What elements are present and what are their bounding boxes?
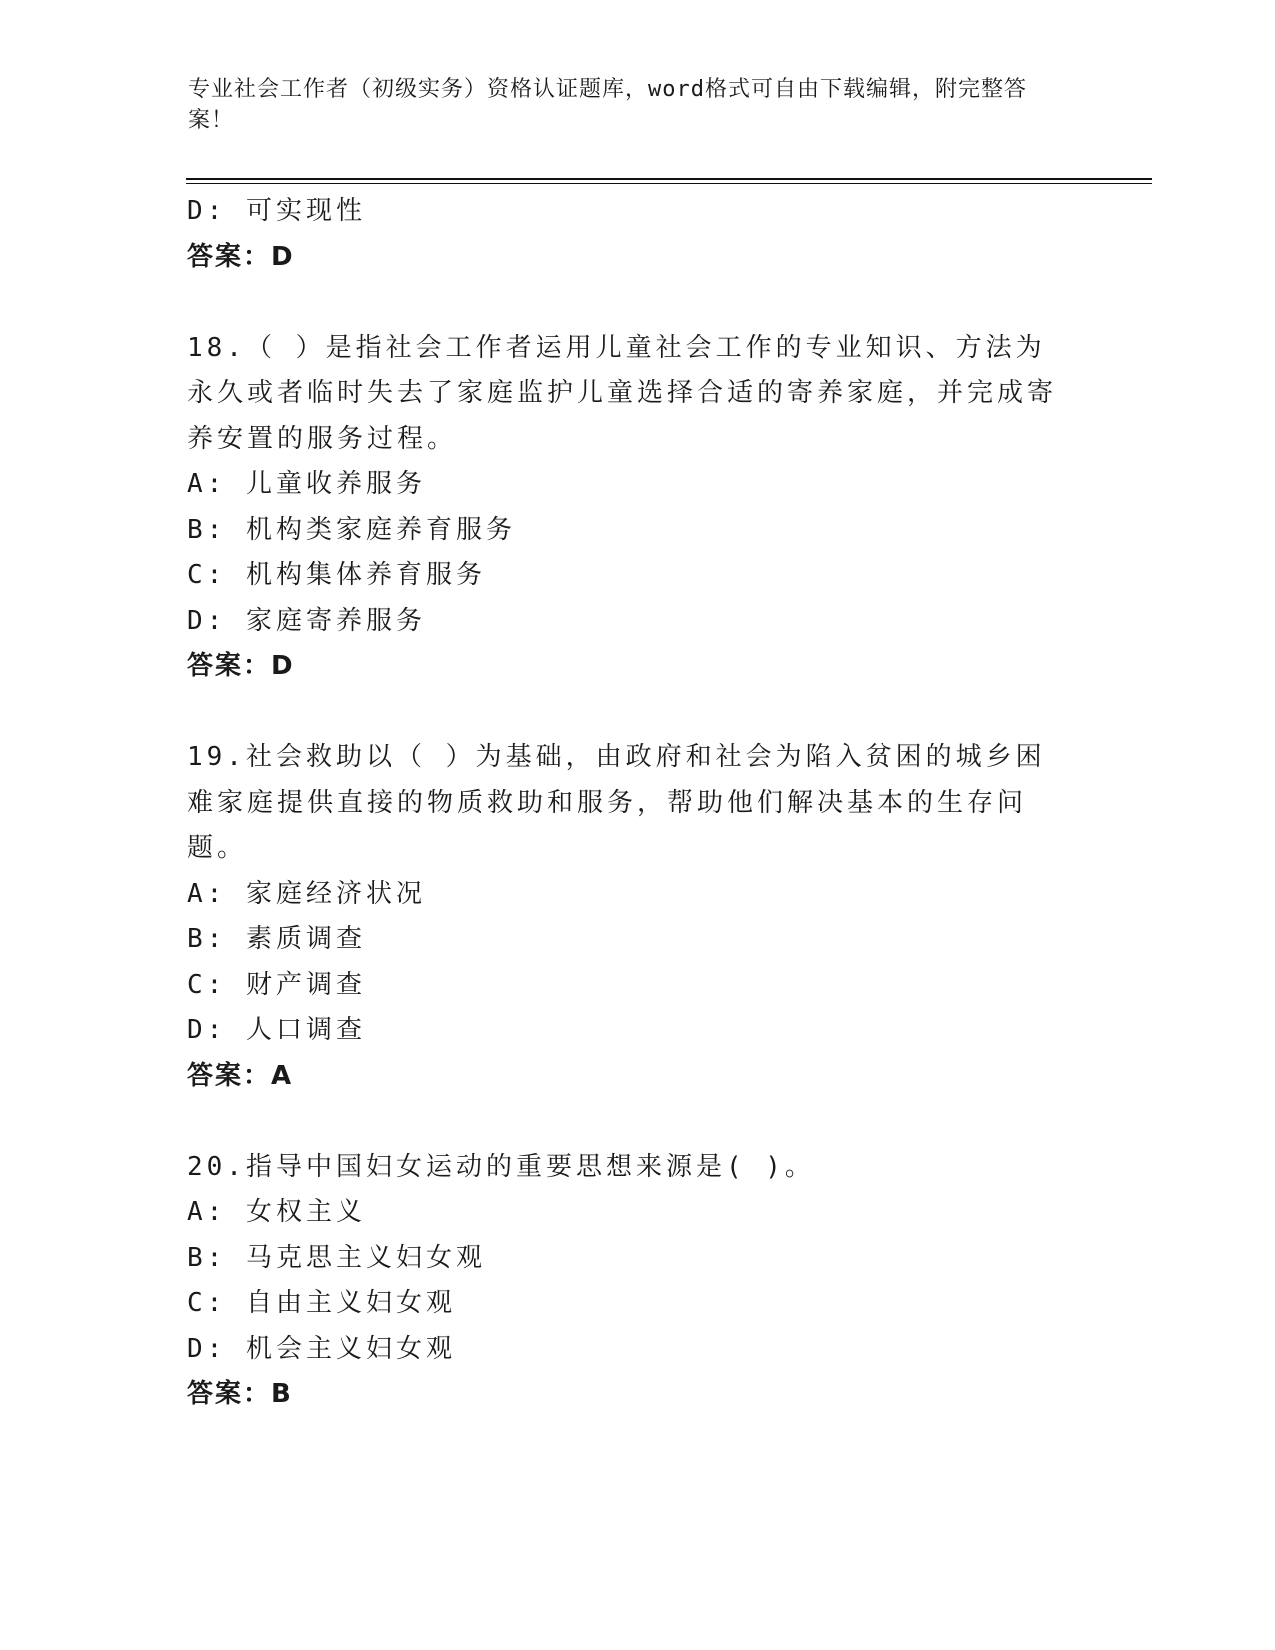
- option-a: A: 女权主义: [187, 1197, 366, 1227]
- option-c: C: 自由主义妇女观: [187, 1288, 456, 1318]
- option-d: D: 家庭寄养服务: [187, 605, 426, 636]
- option-a: A: 儿童收养服务: [187, 469, 426, 499]
- carryover-answer: 答案：D: [187, 241, 295, 272]
- carryover-option: D: 可实现性: [187, 196, 366, 226]
- header-divider-thick: [186, 178, 1152, 180]
- answer: 答案：D: [187, 651, 295, 681]
- question-19: [187, 735, 1067, 1099]
- answer: 答案：B: [187, 1379, 293, 1409]
- option-d: D: 机会主义妇女观: [187, 1333, 456, 1364]
- option-a: A: 家庭经济状况: [187, 878, 426, 909]
- question-18: [187, 326, 1067, 690]
- option-c: C: 机构集体养育服务: [187, 560, 486, 590]
- page-header: 专业社会工作者（初级实务）资格认证题库，word格式可自由下载编辑，附完整答案！: [188, 77, 1027, 133]
- option-b: B: 马克思主义妇女观: [187, 1242, 486, 1273]
- question-stem: 19.社会救助以（ ）为基础，由政府和社会为陷入贫困的城乡困难家庭提供直接的物质救助和服务，帮助他们解决基本的生存问题。: [187, 742, 1046, 863]
- question-content: [187, 189, 1067, 1418]
- answer: 答案：A: [187, 1060, 294, 1091]
- option-d: D: 人口调查: [187, 1015, 366, 1045]
- option-b: B: 素质调查: [187, 924, 366, 954]
- header-divider-thin: [186, 183, 1152, 184]
- question-stem: 18.（ ）是指社会工作者运用儿童社会工作的专业知识、方法为永久或者临时失去了家庭监护儿童选择合适的寄养家庭，并完成寄养安置的服务过程。: [187, 332, 1058, 454]
- question-stem: 20.指导中国妇女运动的重要思想来源是( )。: [187, 1151, 815, 1182]
- option-c: C: 财产调查: [187, 969, 366, 1000]
- option-b: B: 机构类家庭养育服务: [187, 514, 516, 545]
- question-20: [187, 1145, 1067, 1418]
